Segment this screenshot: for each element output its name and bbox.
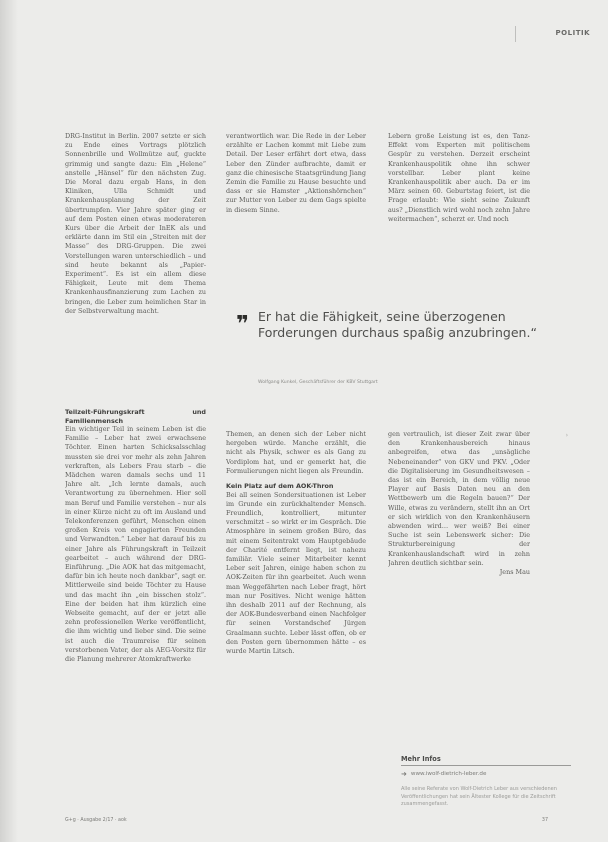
column-2-top-text: verantwortlich war. Die Rede in der Leber erzählte er Lachen kommt mit Liebe zum Detail. Der Leser erfährt dort etwa, dass Leber den Zünder aufbrachte, damit er ganz die chinesische Staatsgründung Jiang Zemin die Familie zu Hause besuchte und dass er sie Hamster „Aktionshörnchen“ zur Mutter von Leber zu dem Gags spielte in diesem Sinne. [226,132,366,214]
quote-mark-icon: ❞ [236,312,249,337]
column-3-bottom [388,430,530,640]
margin-mark: › [565,432,568,439]
column-2-top [226,132,366,260]
binding-gutter [0,0,18,842]
footer-left: G+g · Ausgabe 2/17 · aok [65,818,127,823]
subheading-family: Teilzeit-Führungskraft und Familienmensch [65,408,206,425]
author-signature: Jens Mau [499,568,530,577]
column-2-bottom [226,430,366,808]
info-link[interactable]: www.iwolf-dietrich-leber.de [410,771,487,777]
subheading-aok-throne: Kein Platz auf dem AOK-Thron [226,482,334,491]
column-1-top-text: DRG-Institut in Berlin. 2007 setzte er sich zu Ende eines Vortrags plötzlich Sonnenbrille und Wollmütze auf, guckte grimmig und sangte dazu: Ein „Helene“ anstelle „Hänsel“ für den nächsten Zug. Die Moral dazu ergab Hans, in den Kliniken, Ulla Schmidt und Krankenhausplanung der Zeit übertrumpfen. Vier Jahre später ging er auf dem Posten einen etwas moderateren Kurs über die Arbeit der InEK als und erklärte dann im Stil ein „Streiten mit der Masse“ des DRG-Gruppen. Die zwei Vorstellungen waren unterschiedlich – und sind heute bekannt als „Papier-Experiment“. Es ist ein allem diese Fähigkeit, Leute mit dem Thema Krankenhausfinanzierung zum Lachen zu bringen, die Leber zum heimlichen Star in der Selbstverwaltung macht. [65,132,206,315]
column-2-bottom-text-a: Themen, an denen sich der Leber nicht hergeben würde. Manche erzählt, die nicht als Physik, schwer es als Gang zu Vordiplom hat, und er gemerkt hat, die Formulierungen nicht liegen als Freundin. [226,430,366,475]
column-1-bottom-text: Ein wichtiger Teil in seinem Leben ist die Familie – Leber hat zwei erwachsene Töchter. Einen harten Schicksalsschlag mussten sie drei vor mehr als zehn Jahren verkraften, als Lebers Frau starb – die Mädchen waren damals sechs und 11 Jahre alt. „Ich lernte damals, auch Verantwortung zu übernehmen. Hier soll man Beruf und Familie verstehen – nur als in einer Kürze nicht zu oft im Ausland und Telekonferenzen geführt, Menschen einen großen Kreis von engagierten Freunden und Verwandten.“ Leber hat darauf bis zu einer Jahre als Führungskraft in Teilzeit gearbeitet – auch während der DRG-Einführung. „Die AOK hat das mitgemacht, dafür bin ich heute noch dankbar“, sagt er. Mittlerweile sind beide Töchter zu Hause und das macht ihn „ein bisschen stolz“. Eine der beiden hat ihm kürzlich eine Webseite gemacht, auf der er jetzt alle zehn professionellen Werke veröffentlicht, die ihm wichtig und lieber sind. Die seine ist auch die Traumreise für seinen verstorbenen Vater, der als AEG-Vorsitz für die Planung mehrerer Atomkraftwerke [65,425,206,664]
arrow-icon: ➜ [401,770,407,778]
info-note: Alle seine Referate von Wolf-Dietrich Leber aus verschiedenen Veröffentlichungen hat sein Ältester Kollege für die Zeitschrift zusammengefasst. [401,786,557,807]
section-rubric [515,26,608,42]
page-number: 37 [541,818,548,823]
more-info-box [401,755,571,809]
column-1-top [65,132,206,392]
column-2-bottom-text-b: Bei all seinen Sondersituationen ist Leber im Grunde ein zurückhaltender Mensch. Freundlich, kontrolliert, mitunter verschmitzt – so wirkt er im Gespräch. Die Atmosphäre in seinem großen Büro, das mit einem Seitentrakt vom Hauptgebäude der Charité entfernt liegt, ist nahezu familiär. Viele seiner Mitarbeiter kennt Leber seit Jahren, einige haben schon zu AOK-Zeiten für ihn gearbeitet. Auch wenn man Weggefährten nach Leber fragt, hört man nur Positives. Nicht wenige hätten ihn deshalb 2011 auf der Rechnung, als der AOK-Bundesverband einen Nachfolger für seinen Vorstandschef Jürgen Graalmann suchte. Leber lässt offen, ob er den Posten gern übernommen hätte – es wurde Martin Litsch. [226,490,366,655]
pullquote-caption: Wolfgang Kunkel, Geschäftsführer der KBV Stuttgart [258,380,378,385]
pullquote-text: Er hat die Fähigkeit, seine überzogenen Forderungen durchaus spaßig anzubringen.“ [258,309,537,340]
column-3-top [388,132,530,260]
info-link-row[interactable] [401,770,571,778]
column-1-bottom [65,408,206,808]
info-heading: Mehr Infos [401,755,571,766]
section-label: POLITIK [555,29,590,37]
column-3-bottom-text: gen vertraulich, ist dieser Zeit zwar über den Krankenhausbereich hinaus anbegreifen, etwa das „unsägliche Nebeneinander“ von GKV und PKV. „Oder die Digitalisierung im Gesundheitswesen – das ist ein Bereich, in dem völlig neue Player auf Basis Daten neu an den Wettbewerb um die Regeln bauen?“ Der Wille, etwas zu verändern, stellt ihn an Ort er sich wirklich von den Krankenhäusern abwenden wird… wer weiß? Bei einer Suche ist sein Lebenswerk sicher: Die Strukturbereinigung der Krankenhauslandschaft wird in zehn Jahren deutlich sichtbar sein. [388,430,530,567]
column-3-top-text: Lebern große Leistung ist es, den Tanz-Effekt vom Experten mit politischem Gespür zu verstehen. Derzeit erscheint Krankenhauspolitik ohne ihn schwer vorstellbar. Leber plant keine Krankenhauspolitik aber auch. Da er im März seinen 60. Geburtstag feiert, ist die Frage erlaubt: Wie sieht seine Zukunft aus? „Dienstlich wird wohl noch zehn Jahre weitermachen“, scherzt er. Und noch [388,132,530,223]
